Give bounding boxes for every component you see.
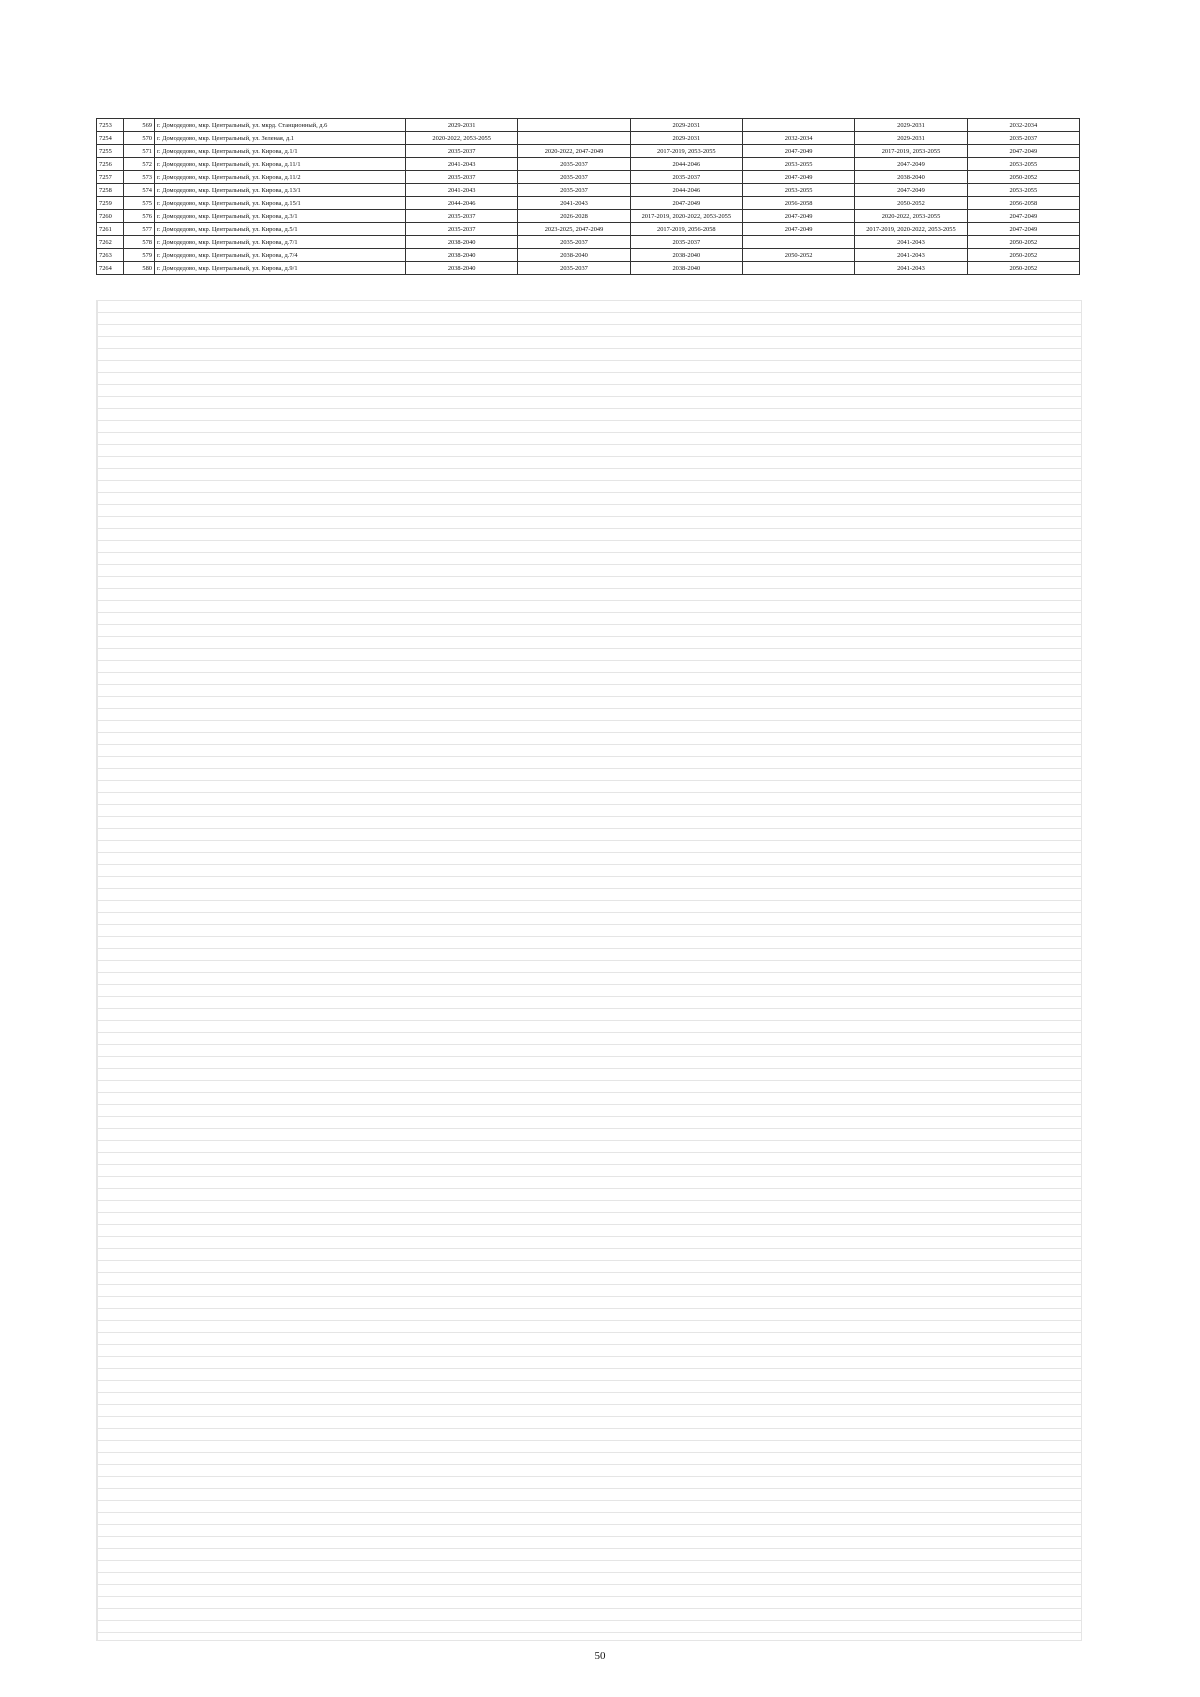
table-cell bbox=[518, 119, 630, 132]
table-cell: 2053-2055 bbox=[967, 158, 1079, 171]
table-continuation bbox=[96, 300, 1082, 1641]
table-cell: 574 bbox=[124, 184, 155, 197]
table-cell: 7258 bbox=[97, 184, 124, 197]
table-cell: 2035-2037 bbox=[518, 184, 630, 197]
table-cell: 2020-2022, 2047-2049 bbox=[518, 145, 630, 158]
table-cell bbox=[742, 119, 854, 132]
table-cell: 2050-2052 bbox=[967, 249, 1079, 262]
table-cell: 2035-2037 bbox=[406, 210, 518, 223]
table-cell: 7262 bbox=[97, 236, 124, 249]
table-row bbox=[97, 119, 1080, 132]
table-cell: 2047-2049 bbox=[742, 145, 854, 158]
table-cell: 2044-2046 bbox=[630, 158, 742, 171]
table-cell: 2017-2019, 2020-2022, 2053-2055 bbox=[855, 223, 967, 236]
table-cell: г. Домодедово, мкр. Центральный, ул. Кирова, д.11/1 bbox=[155, 158, 406, 171]
table-cell: г. Домодедово, мкр. Центральный, ул. Кирова, д.7/4 bbox=[155, 249, 406, 262]
table-row bbox=[97, 262, 1080, 275]
table-cell: 575 bbox=[124, 197, 155, 210]
document-sheet bbox=[96, 118, 1080, 275]
table-cell: 2047-2049 bbox=[855, 184, 967, 197]
table-cell: 2047-2049 bbox=[967, 145, 1079, 158]
table-cell: 2041-2043 bbox=[406, 158, 518, 171]
table-cell: 579 bbox=[124, 249, 155, 262]
table-cell: 2035-2037 bbox=[630, 236, 742, 249]
table-cell: 2020-2022, 2053-2055 bbox=[855, 210, 967, 223]
table-cell: 2044-2046 bbox=[406, 197, 518, 210]
table-cell: 7261 bbox=[97, 223, 124, 236]
table-cell bbox=[518, 132, 630, 145]
table-cell: 2047-2049 bbox=[742, 223, 854, 236]
table-cell: 2035-2037 bbox=[630, 171, 742, 184]
table-cell: 2038-2040 bbox=[518, 249, 630, 262]
table-cell: 2041-2043 bbox=[518, 197, 630, 210]
table-cell: 2050-2052 bbox=[967, 236, 1079, 249]
table-cell: 2035-2037 bbox=[967, 132, 1079, 145]
table-cell: г. Домодедово, мкр. Центральный, ул. Кирова, д.7/1 bbox=[155, 236, 406, 249]
table-cell: 2017-2019, 2020-2022, 2053-2055 bbox=[630, 210, 742, 223]
table-cell: 2053-2055 bbox=[967, 184, 1079, 197]
table-cell: 2029-2031 bbox=[630, 119, 742, 132]
table-cell: 2041-2043 bbox=[406, 184, 518, 197]
table-cell: 7257 bbox=[97, 171, 124, 184]
table-cell: 577 bbox=[124, 223, 155, 236]
table-cell: 2017-2019, 2056-2058 bbox=[630, 223, 742, 236]
table-cell: 2038-2040 bbox=[406, 236, 518, 249]
table-cell: 2047-2049 bbox=[967, 210, 1079, 223]
table-row bbox=[97, 249, 1080, 262]
table-cell: 2050-2052 bbox=[742, 249, 854, 262]
table-cell: 2038-2040 bbox=[855, 171, 967, 184]
table-cell: г. Домодедово, мкр. Центральный, ул. Кирова, д.5/1 bbox=[155, 223, 406, 236]
table-cell: г. Домодедово, мкр. Центральный, ул. Кирова, д.3/1 bbox=[155, 210, 406, 223]
table-cell: г. Домодедово, мкр. Центральный, ул. Зеленая, д.1 bbox=[155, 132, 406, 145]
table-cell: 2056-2058 bbox=[967, 197, 1079, 210]
table-cell: 7260 bbox=[97, 210, 124, 223]
table-cell: 2047-2049 bbox=[967, 223, 1079, 236]
table-cell: 580 bbox=[124, 262, 155, 275]
table-cell: г. Домодедово, мкр. Центральный, ул. Кирова, д.13/1 bbox=[155, 184, 406, 197]
table-cell: 2041-2043 bbox=[855, 236, 967, 249]
table-cell: 2047-2049 bbox=[855, 158, 967, 171]
table-cell: 2050-2052 bbox=[967, 262, 1079, 275]
table-cell: 2029-2031 bbox=[630, 132, 742, 145]
table-row bbox=[97, 210, 1080, 223]
table-cell: 2053-2055 bbox=[742, 184, 854, 197]
table-cell: 578 bbox=[124, 236, 155, 249]
table-cell: 2032-2034 bbox=[742, 132, 854, 145]
table-cell: 2056-2058 bbox=[742, 197, 854, 210]
schedule-table bbox=[96, 118, 1080, 275]
table-row bbox=[97, 158, 1080, 171]
table-cell: 7256 bbox=[97, 158, 124, 171]
table-cell: 2038-2040 bbox=[406, 249, 518, 262]
table-cell: 573 bbox=[124, 171, 155, 184]
table-cell bbox=[742, 262, 854, 275]
table-cell: 2038-2040 bbox=[630, 249, 742, 262]
table-row bbox=[97, 197, 1080, 210]
table-cell: 2035-2037 bbox=[406, 223, 518, 236]
table-cell bbox=[742, 236, 854, 249]
table-cell: 2053-2055 bbox=[742, 158, 854, 171]
table-row bbox=[97, 236, 1080, 249]
table-cell: 2050-2052 bbox=[855, 197, 967, 210]
table-cell: 2047-2049 bbox=[630, 197, 742, 210]
table-cell: 2029-2031 bbox=[855, 119, 967, 132]
table-cell: г. Домодедово, мкр. Центральный, ул. Кирова, д.11/2 bbox=[155, 171, 406, 184]
table-cell: 2020-2022, 2053-2055 bbox=[406, 132, 518, 145]
table-cell: 2035-2037 bbox=[406, 171, 518, 184]
table-cell: 7253 bbox=[97, 119, 124, 132]
table-cell: 2044-2046 bbox=[630, 184, 742, 197]
table-cell: 572 bbox=[124, 158, 155, 171]
table-cell: 2035-2037 bbox=[518, 158, 630, 171]
table-cell: 569 bbox=[124, 119, 155, 132]
table-cell: 2035-2037 bbox=[518, 171, 630, 184]
table-cell: 576 bbox=[124, 210, 155, 223]
table-cell: 571 bbox=[124, 145, 155, 158]
table-cell: 2023-2025, 2047-2049 bbox=[518, 223, 630, 236]
table-cell: 2050-2052 bbox=[967, 171, 1079, 184]
table-cell: 2047-2049 bbox=[742, 171, 854, 184]
table-cell: 2047-2049 bbox=[742, 210, 854, 223]
table-cell: 7263 bbox=[97, 249, 124, 262]
table-cell: г. Домодедово, мкр. Центральный, ул. Кирова, д.1/1 bbox=[155, 145, 406, 158]
table-cell: 2035-2037 bbox=[518, 262, 630, 275]
table-cell: 2032-2034 bbox=[967, 119, 1079, 132]
table-cell: 2029-2031 bbox=[406, 119, 518, 132]
table-cell: г. Домодедово, мкр. Центральный, ул. Кирова, д.9/1 bbox=[155, 262, 406, 275]
table-cell: 2041-2043 bbox=[855, 262, 967, 275]
table-cell: 2038-2040 bbox=[406, 262, 518, 275]
table-row bbox=[97, 132, 1080, 145]
table-row bbox=[97, 145, 1080, 158]
table-row bbox=[97, 171, 1080, 184]
table-cell: 2041-2043 bbox=[855, 249, 967, 262]
table-cell: 570 bbox=[124, 132, 155, 145]
table-cell: г. Домодедово, мкр. Центральный, ул. мкрд. Станционный, д.6 bbox=[155, 119, 406, 132]
table-cell: 2029-2031 bbox=[855, 132, 967, 145]
table-row bbox=[97, 223, 1080, 236]
table-cell: 2038-2040 bbox=[630, 262, 742, 275]
table-cell: 2035-2037 bbox=[406, 145, 518, 158]
table-row bbox=[97, 184, 1080, 197]
table-cell: г. Домодедово, мкр. Центральный, ул. Кирова, д.15/1 bbox=[155, 197, 406, 210]
table-body bbox=[97, 119, 1080, 275]
table-cell: 2035-2037 bbox=[518, 236, 630, 249]
page-number: 50 bbox=[594, 1650, 606, 1662]
table-cell: 2017-2019, 2053-2055 bbox=[855, 145, 967, 158]
table-cell: 2026-2028 bbox=[518, 210, 630, 223]
table-cell: 7254 bbox=[97, 132, 124, 145]
table-cell: 7259 bbox=[97, 197, 124, 210]
table-cell: 7255 bbox=[97, 145, 124, 158]
table-cell: 2017-2019, 2053-2055 bbox=[630, 145, 742, 158]
table-cell: 7264 bbox=[97, 262, 124, 275]
